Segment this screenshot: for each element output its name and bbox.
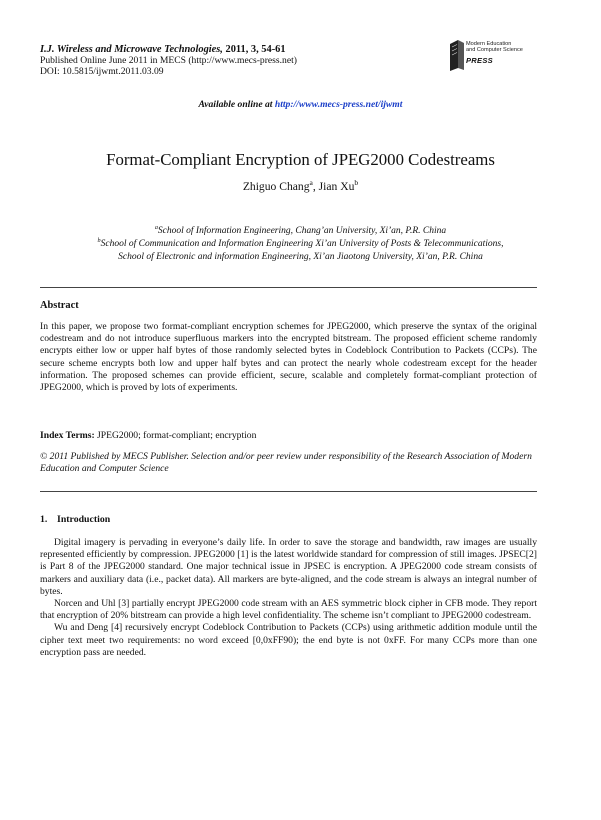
index-terms [40, 430, 256, 441]
abstract-heading: Abstract [40, 300, 79, 311]
section-title: Introduction [57, 514, 111, 525]
author-list: Zhiguo Chang$^a$, Jian Xu$^b$ [242, 178, 359, 193]
doi: DOI: 10.5815/ijwmt.2011.03.09 [40, 66, 164, 78]
journal-header [40, 44, 297, 78]
publisher-logo [448, 36, 558, 76]
journal-url-link[interactable]: http://www.mecs-press.net/ijwmt [274, 99, 403, 110]
abstract-text: In this paper, we propose two format-compliant encryption schemes for JPEG2000, which preserve the syntax of the original codestream and do not introduce superfluous markers into the encrypted bitstream. The proposed efficient scheme randomly encrypts either low or upper half bytes of those randomly selected bytes in Codeblock Contribution to Packets (CCPs). The secure scheme encrypts both low and upper half bytes and can protect the nearly whole codestream except for the header information. The proposed schemes can provide efficient, secure, scalable and completely format-compliant protection of JPEG2000, which is proved by lots of experiments. [40, 321, 537, 394]
journal-volume: 2011, 3, 54-61 [225, 44, 286, 55]
affiliation-mark: b [97, 237, 101, 244]
logo-line1: Modern Education [466, 41, 512, 47]
available-online [0, 99, 601, 110]
affiliation [20, 238, 581, 251]
journal-citation [40, 44, 297, 55]
copyright-notice: © 2011 Published by MECS Publisher. Selection and/or peer review under responsibility of the Research Association of Modern Education and Computer Science [40, 451, 532, 475]
logo-press: PRESS [466, 56, 493, 65]
section-number: 1. [40, 514, 48, 525]
index-terms-text: JPEG2000; format-compliant; encryption [97, 430, 257, 441]
affiliations [20, 225, 581, 264]
available-prefix: Available online at [198, 99, 273, 110]
paragraph: Wu and Deng [4] recursively encrypt Codeblock Contribution to Packets (CCPs) using arithmetic addition module until the cipher text meet two requirements: no word exceed [0,0xFF90); the end byte is not 0xFF. For many CCPs more than one encryption pass are needed. [40, 622, 537, 658]
author-mark: b [354, 178, 359, 188]
published-online: Published Online June 2011 in MECS (http://www.mecs-press.net) [40, 55, 297, 67]
affiliation [20, 225, 581, 238]
section-body [40, 537, 537, 659]
paragraph: Digital imagery is pervading in everyone’s daily life. In order to save the storage and bandwidth, raw images are usually represented efficiently by compression. JPEG2000 [1] is the latest worldwide standard for compression of still images. JPSEC[2] is Part 8 of the JPEG2000 standard. One major technical issue in JPSEC is encryption. A JPEG2000 code stream consists of markers and auxiliary data (i.e., packet data). All markers are byte-aligned, and the code stream is always an integral number of bytes. [40, 537, 537, 597]
affiliation-text: School of Information Engineering, Chang’an University, Xi’an, P.R. China [157, 226, 447, 236]
author-name: Zhiguo Chang [242, 180, 310, 193]
index-terms-label: Index Terms: [40, 430, 95, 441]
author-name: Jian Xu [318, 180, 355, 193]
affiliation [20, 251, 581, 264]
logo-text [466, 41, 523, 53]
logo-line2: and Computer Science [466, 47, 523, 53]
section-heading [40, 514, 110, 525]
affiliation-text: School of Communication and Information Engineering Xi’an University of Posts & Telecommunications, [100, 239, 504, 249]
journal-name: I.J. Wireless and Microwave Technologies, [40, 44, 223, 55]
author-mark: a [309, 178, 313, 188]
affiliation-text: School of Electronic and information Engineering, Xi’an Jiaotong University, Xi’an, P.R. China [118, 252, 483, 262]
affiliation-mark: a [154, 224, 158, 231]
paper-title: Format-Compliant Encryption of JPEG2000 Codestreams [106, 150, 495, 169]
paragraph: Norcen and Uhl [3] partially encrypt JPEG2000 code stream with an AES symmetric block cipher in CFB mode. They report that encryption of 20% bitstream can provide a high level confidentiality. The scheme isn’t compliant to JPEG2000 codestream. [40, 598, 537, 622]
divider-top [40, 287, 537, 288]
divider-bottom [40, 491, 537, 492]
book-icon [448, 38, 466, 72]
